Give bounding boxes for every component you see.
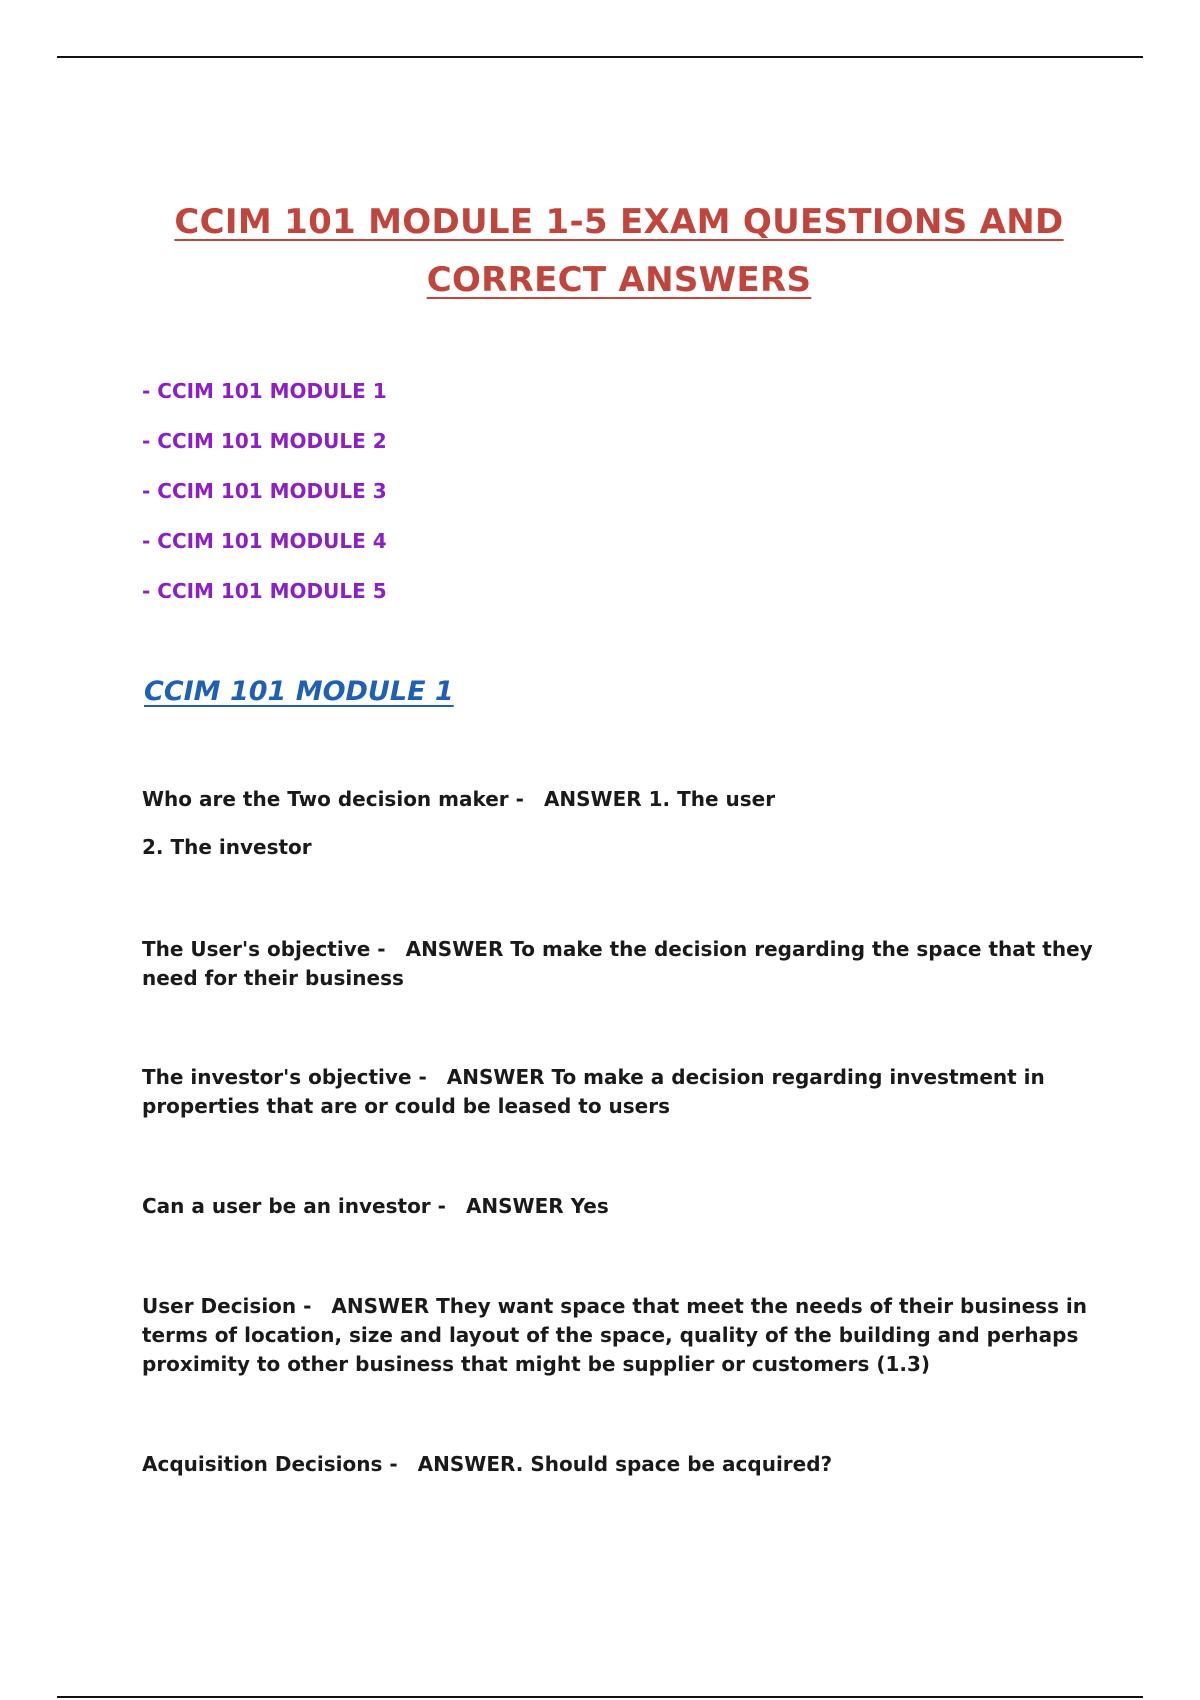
qa-item-acquisition-decisions	[142, 1450, 1082, 1479]
bottom-rule	[57, 1696, 1143, 1698]
answer-text: ANSWER 1. The user	[543, 787, 776, 811]
title-line-2: CORRECT ANSWERS	[426, 260, 812, 300]
answer-text: ANSWER. Should space be acquired?	[417, 1452, 833, 1476]
answer-continuation: terms of location, size and layout of the space, quality of the building and perhaps	[142, 1323, 1079, 1347]
title-line-1: CCIM 101 MODULE 1-5 EXAM QUESTIONS AND	[174, 202, 1064, 242]
table-of-contents	[142, 376, 387, 626]
toc-item-module-1[interactable]: - CCIM 101 MODULE 1	[142, 379, 387, 403]
answer-continuation: need for their business	[142, 966, 404, 990]
answer-continuation: proximity to other business that might be supplier or customers (1.3)	[142, 1352, 931, 1376]
answer-continuation: properties that are or could be leased to users	[142, 1094, 670, 1118]
answer-text: ANSWER They want space that meet the needs of their business in	[331, 1294, 1088, 1318]
answer-text: ANSWER Yes	[465, 1194, 609, 1218]
toc-item-module-2[interactable]: - CCIM 101 MODULE 2	[142, 429, 387, 453]
answer-text: ANSWER To make the decision regarding the space that they	[405, 937, 1093, 961]
qa-item-users-objective	[142, 935, 1093, 993]
qa-item-user-decision	[142, 1292, 1088, 1379]
qa-item-investors-objective	[142, 1063, 1082, 1121]
section-heading-module-1: CCIM 101 MODULE 1	[144, 676, 454, 707]
question-text: Who are the Two decision maker -	[142, 787, 524, 811]
question-text: Acquisition Decisions -	[142, 1452, 398, 1476]
question-text: User Decision -	[142, 1294, 312, 1318]
answer-text: ANSWER To make a decision regarding investment in	[446, 1065, 1045, 1089]
qa-item-two-decision-makers	[142, 785, 1082, 862]
toc-item-module-4[interactable]: - CCIM 101 MODULE 4	[142, 529, 387, 553]
question-text: The investor's objective -	[142, 1065, 427, 1089]
question-text: Can a user be an investor -	[142, 1194, 446, 1218]
question-text: The User's objective -	[142, 937, 386, 961]
qa-item-user-investor	[142, 1192, 1082, 1221]
toc-item-module-3[interactable]: - CCIM 101 MODULE 3	[142, 479, 387, 503]
answer-continuation: 2. The investor	[142, 835, 312, 859]
document-title	[0, 193, 1200, 309]
top-rule	[57, 56, 1143, 58]
toc-item-module-5[interactable]: - CCIM 101 MODULE 5	[142, 579, 387, 603]
